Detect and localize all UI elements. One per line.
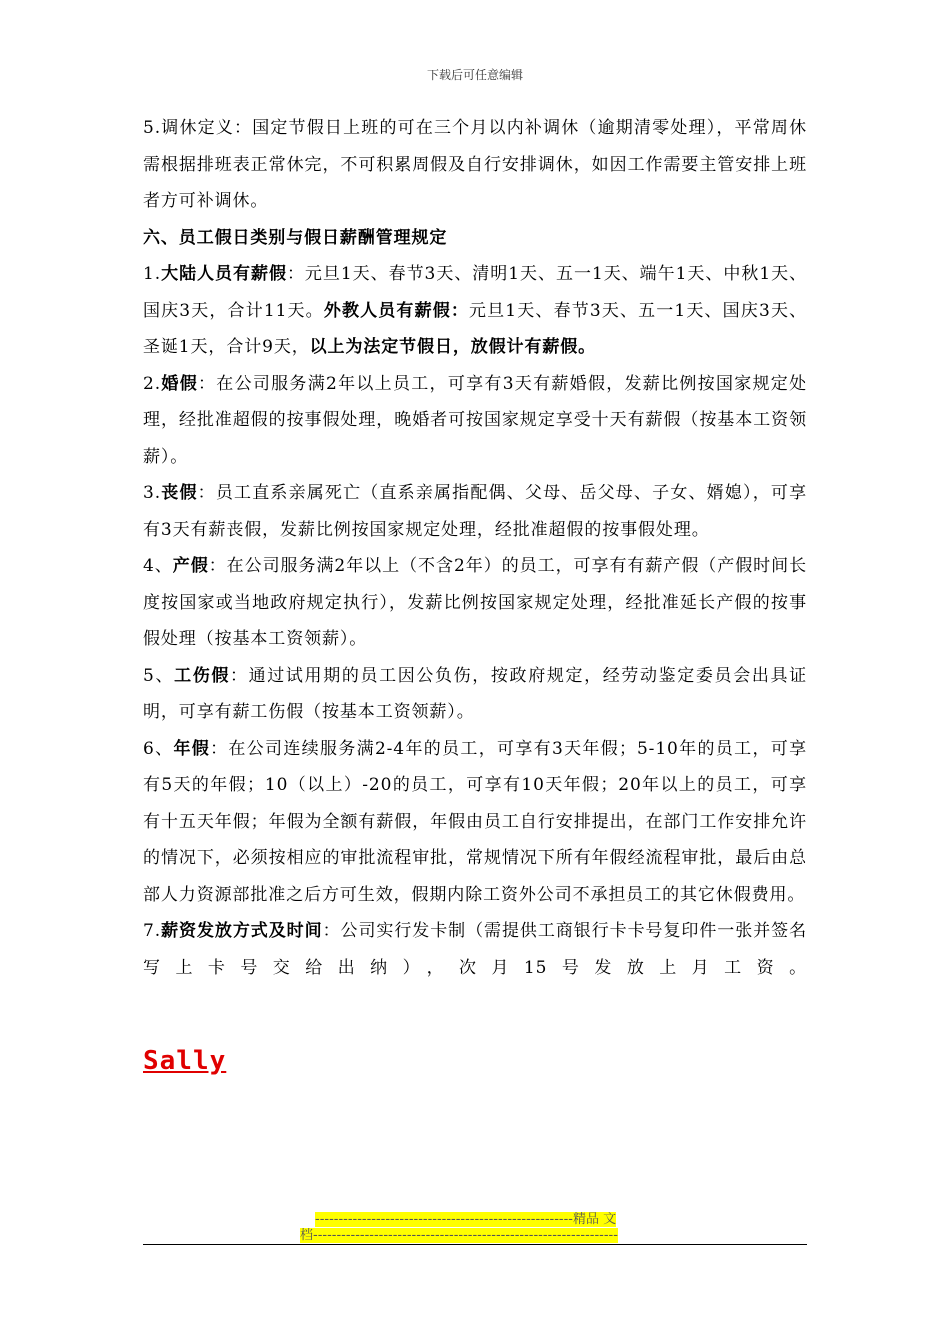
- paragraph-salary-payment: [143, 913, 807, 986]
- term-foreign-teacher-paid-leave: 外教人员有薪假：: [323, 300, 470, 321]
- term-injury-leave: 工伤假: [174, 665, 231, 686]
- paragraph-text: ：元旦1天、春节3天、清明1天、五一1天、端午1天、中秋1天、国庆3天，合计11天。: [143, 264, 807, 321]
- item-number: 4、: [143, 556, 173, 576]
- term-salary-payment: 薪资发放方式及时间: [161, 921, 323, 941]
- paragraph-annual-leave: [143, 731, 807, 914]
- section-title: 六、员工假日类别与假日薪酬管理规定: [143, 227, 448, 248]
- item-number: 2.: [143, 373, 162, 394]
- term-marriage-leave: 婚假: [161, 373, 198, 394]
- signature-sally: Sally: [143, 1046, 227, 1076]
- paragraph-text: ：通过试用期的员工因公负伤，按政府规定，经劳动鉴定委员会出具证明，可享有薪工伤假（按基本工资领薪）。: [143, 665, 807, 722]
- footer-line-2: 档-----------------------------------------------------------------: [300, 1228, 618, 1243]
- paragraph-text: ：在公司服务满2年以上（不含2年）的员工，可享有有薪产假（产假时间长度按国家或当地政府规定执行），发薪比例按国家规定处理，经批准延长产假的按事假处理（按基本工资领薪）。: [143, 556, 807, 649]
- paragraph-text: ：在公司连续服务满2-4年的员工，可享有3天年假；5-10年的员工，可享有5天的年假；10（以上）-20的员工，可享有10天年假；20年以上的员工，可享有十五天年假；年假为全额有薪假，年假由员工自行安排提出，在部门工作安排允许的情况下，必须按相应的审批流程审批，常规情况下所有年假经流程审批，最后由总部人力资源部批准之后方可生效，假期内除工资外公司不承担员工的其它休假费用。: [143, 738, 807, 905]
- item-number: 5、: [143, 665, 175, 686]
- paragraph-bereavement-leave: [143, 475, 807, 548]
- term-annual-leave: 年假: [173, 738, 211, 759]
- paragraph-marriage-leave: [143, 366, 807, 476]
- footer-line-1: -------------------------------------------------------精品 文: [315, 1212, 617, 1227]
- paragraph-paid-holidays: [143, 256, 807, 366]
- term-bereavement-leave: 丧假: [161, 483, 198, 503]
- term-maternity-leave: 产假: [172, 556, 209, 576]
- paragraph-text: ：公司实行发卡制（需提供工商银行卡卡号复印件一张并签名写上卡号交给出纳），次月15号发放上月工资。: [143, 921, 807, 978]
- statutory-holiday-note: 以上为法定节假日，放假计有薪假。: [309, 337, 597, 357]
- paragraph-maternity-leave: [143, 548, 807, 658]
- item-number: 6、: [143, 738, 174, 759]
- page-footer: [300, 1212, 650, 1244]
- paragraph-text: 元旦1天、春节3天、五一1天、国庆3天、圣诞1天，合计9天，: [143, 300, 807, 357]
- paragraph-injury-leave: [143, 658, 807, 731]
- page-header: 下载后可任意编辑: [426, 68, 523, 82]
- paragraph-text: ：在公司服务满2年以上员工，可享有3天有薪婚假，发薪比例按国家规定处理，经批准超假的按事假处理，晚婚者可按国家规定享受十天有薪假（按基本工资领薪）。: [143, 373, 807, 467]
- paragraph-text: ：员工直系亲属死亡（直系亲属指配偶、父母、岳父母、子女、婿媳），可享有3天有薪丧假，发薪比例按国家规定处理，经批准超假的按事假处理。: [143, 483, 807, 540]
- item-number: 3.: [143, 483, 162, 503]
- document-body: [143, 110, 807, 986]
- item-number: 1.: [143, 264, 162, 284]
- term-mainland-paid-leave: 大陆人员有薪假: [161, 264, 287, 284]
- item-number: 7.: [143, 921, 162, 941]
- paragraph-rest-day-definition: 5.调休定义：国定节假日上班的可在三个月以内补调休（逾期清零处理），平常周休需根据排班表正常休完，不可积累周假及自行安排调休，如因工作需要主管安排上班者方可补调休。: [143, 118, 807, 211]
- footer-rule: [143, 1244, 807, 1245]
